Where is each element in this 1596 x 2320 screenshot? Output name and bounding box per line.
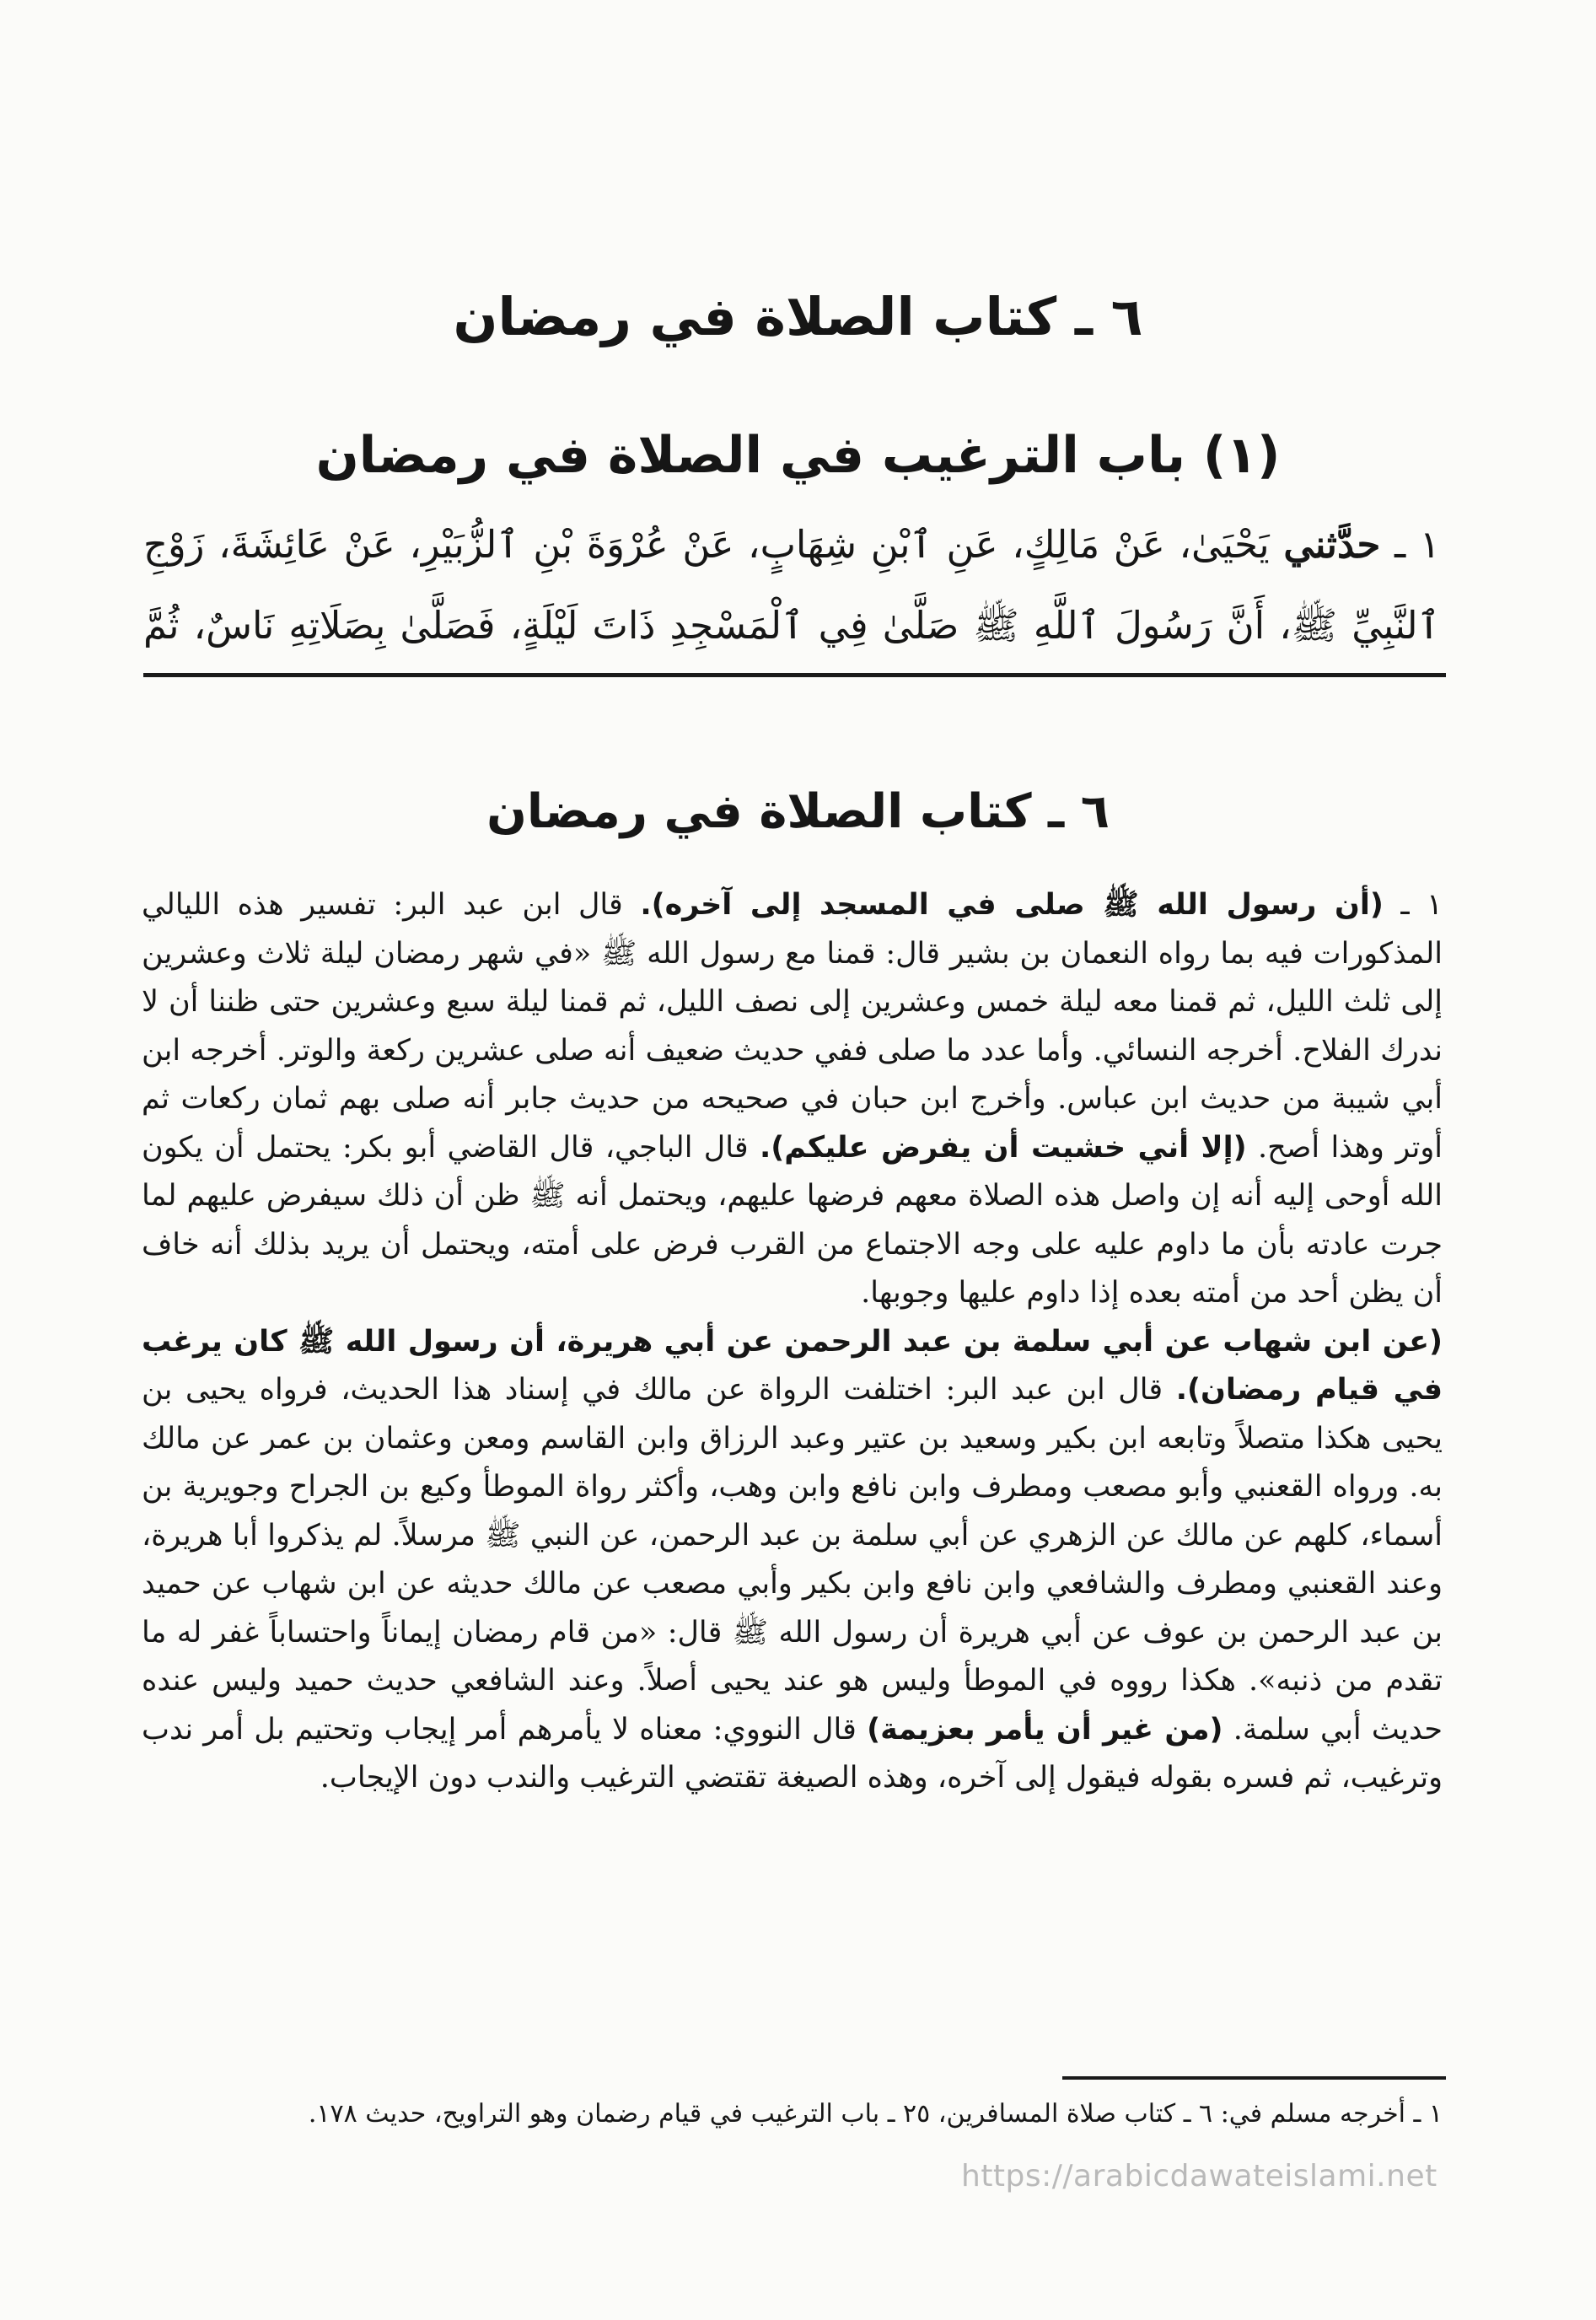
commentary-paragraph	[142, 881, 1443, 1318]
footnote: ١ ـ أخرجه مسلم في: ٦ ـ كتاب صلاة المسافرين، ٢٥ ـ باب الترغيب في قيام رضمان وهو التراويح، حديث ١٧٨.	[308, 2099, 1443, 2129]
section-divider	[143, 673, 1446, 677]
chapter-title: ٦ ـ كتاب الصلاة في رمضان	[453, 286, 1143, 347]
commentary-number: ١ ـ	[1400, 888, 1443, 922]
footnote-divider	[1062, 2076, 1446, 2080]
explanation: قال ابن عبد البر: تفسير هذه الليالي المذكورات فيه بما رواه النعمان بن بشير قال: قمنا مع رسول الله ﷺ «في شهر رمضان ليلة ثلاث وعشرين إلى ثلث الليل، ثم قمنا معه ليلة خمس وعشرين إلى نصف الليل، ثم قمنا ليلة سبع وعشرين حتى ظننا أن لا ندرك الفلاح. أخرجه النسائي. وأما عدد ما صلى ففي حديث ضعيف أنه صلى عشرين ركعة والوتر. أخرجه ابن أبي شيبة من حديث ابن عباس. وأخرج ابن حبان في صحيحه من حديث جابر أنه صلى بهم ثمان ركعات ثم أوتر وهذا أصح.	[142, 888, 1443, 1165]
explanation: قال النووي: معناه لا يأمرهم أمر إيجاب وتحتيم بل أمر ندب وترغيب، ثم فسره بقوله فيقول إلى آخره، وهذه الصيغة تقتضي الترغيب والندب دون الإيجاب.	[142, 1712, 1443, 1795]
hadith-number: ١ ـ	[1394, 522, 1440, 567]
quoted-phrase: (من غير أن يأمر بعزيمة)	[867, 1712, 1223, 1747]
quoted-phrase: (أن رسول الله ﷺ صلى في المسجد إلى آخره).	[640, 888, 1384, 922]
watermark-url: https://arabicdawateislami.net	[961, 2159, 1437, 2194]
commentary-text	[142, 881, 1443, 1803]
hadith-body: يَحْيَىٰ، عَنْ مَالِكٍ، عَنِ ٱبْنِ شِهَابٍ، عَنْ عُرْوَةَ بْنِ ٱلزُّبَيْرِ، عَنْ عَائِشَةَ، زَوْجِ ٱلنَّبِيِّ ﷺ، أَنَّ رَسُولَ ٱللَّهِ ﷺ صَلَّىٰ فِي ٱلْمَسْجِدِ ذَاتَ لَيْلَةٍ، فَصَلَّىٰ بِصَلَاتِهِ نَاسٌ، ثُمَّ	[143, 522, 1440, 648]
section-title: (١) باب الترغيب في الصلاة في رمضان	[315, 426, 1281, 485]
commentary-title: ٦ ـ كتاب الصلاة في رمضان	[486, 784, 1110, 839]
explanation: قال ابن عبد البر: اختلفت الرواة عن مالك في إسناد هذا الحديث، فرواه يحيى بن يحيى هكذا متصلاً وتابعه ابن بكير وسعيد بن عتير وعبد الرزاق وابن القاسم ومعن وعثمان بن عمر عن مالك به. ورواه القعنبي وأبو مصعب ومطرف وابن نافع وابن وهب، وأكثر رواة الموطأ وكيع بن الجراح وجويرية بن أسماء، كلهم عن مالك عن الزهري عن أبي سلمة بن عبد الرحمن، عن النبي ﷺ مرسلاً. لم يذكروا أبا هريرة، وعند القعنبي ومطرف والشافعي وابن نافع وابن بكير وأبي مصعب عن مالك حديثه عن ابن شهاب عن حميد بن عبد الرحمن بن عوف عن أبي هريرة أن رسول الله ﷺ قال: «من قام رمضان إيماناً واحتساباً غفر له ما تقدم من ذنبه». هكذا رووه في الموطأ وليس هو عند يحيى أصلاً. وعند الشافعي حديث حميد وليس عنده حديث أبي سلمة.	[142, 1373, 1443, 1747]
explanation: قال الباجي، قال القاضي أبو بكر: يحتمل أن يكون الله أوحى إليه أنه إن واصل هذه الصلاة معهم فرضها عليهم، ويحتمل أنه ﷺ ظن أن ذلك سيفرض عليهم لما جرت عادته بأن ما داوم عليه على وجه الاجتماع من القرب فرض على أمته، ويحتمل أن يريد بذلك أنه خاف أن يظن أحد من أمته بعده إذا داوم عليها وجوبها.	[142, 1130, 1443, 1310]
hadith-lead: حدَّثني	[1283, 522, 1381, 567]
commentary-paragraph	[142, 1318, 1443, 1803]
hadith-text	[143, 504, 1440, 666]
quoted-phrase: (إلا أني خشيت أن يفرض عليكم).	[760, 1130, 1247, 1165]
quoted-phrase: (عن ابن شهاب عن أبي سلمة بن عبد الرحمن عن أبي هريرة، أن رسول الله ﷺ كان يرغب في قيام رمضان).	[142, 1324, 1443, 1407]
